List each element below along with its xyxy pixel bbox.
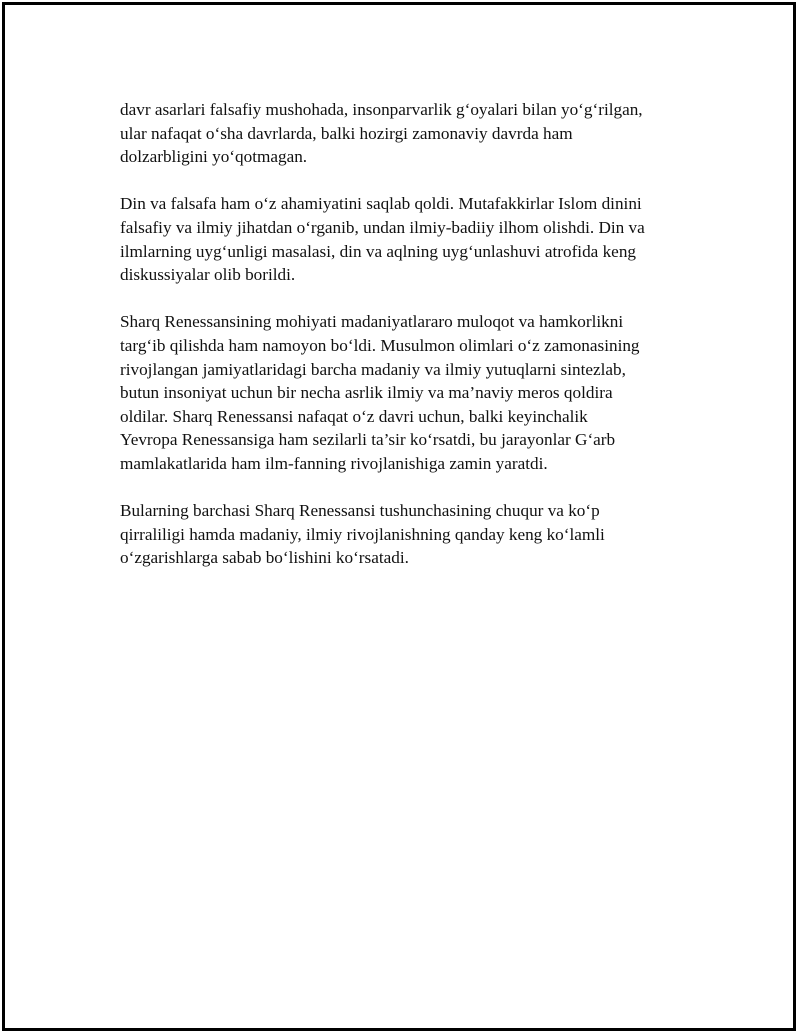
text-line: oldilar. Sharq Renessansi nafaqat o‘z davri uchun, balki keyinchalik — [120, 406, 588, 426]
paragraph-3 — [120, 310, 700, 475]
text-line: rivojlangan jamiyatlaridagi barcha madaniy va ilmiy yutuqlarni sintezlab, — [120, 359, 626, 379]
text-line: Din va falsafa ham o‘z ahamiyatini saqlab qoldi. Mutafakkirlar Islom dinini — [120, 194, 642, 214]
text-line: o‘zgarishlarga sabab bo‘lishini ko‘rsatadi. — [120, 548, 409, 568]
page-body — [120, 98, 700, 593]
text-line: Sharq Renessansining mohiyati madaniyatlararo muloqot va hamkorlikni — [120, 312, 624, 332]
page-frame — [2, 2, 796, 1031]
text-line: Bularning barchasi Sharq Renessansi tushunchasining chuqur va ko‘p — [120, 501, 600, 521]
text-line: ular nafaqat o‘sha davrlarda, balki hozirgi zamonaviy davrda ham — [120, 123, 573, 143]
text-line: dolzarbligini yo‘qotmagan. — [120, 147, 308, 167]
text-line: butun insoniyat uchun bir necha asrlik ilmiy va ma’naviy meros qoldira — [120, 383, 613, 403]
text-line: Yevropa Renessansiga ham sezilarli ta’sir ko‘rsatdi, bu jarayonlar G‘arb — [120, 430, 616, 450]
text-line: qirraliligi hamda madaniy, ilmiy rivojlanishning qanday keng ko‘lamli — [120, 524, 605, 544]
text-line: davr asarlari falsafiy mushohada, insonparvarlik g‘oyalari bilan yo‘g‘rilgan, — [120, 100, 643, 119]
text-line: targ‘ib qilishda ham namoyon bo‘ldi. Musulmon olimlari o‘z zamonasining — [120, 335, 640, 355]
text-line: ilmlarning uyg‘unligi masalasi, din va aqlning uyg‘unlashuvi atrofida keng — [120, 241, 637, 261]
text-line: falsafiy va ilmiy jihatdan o‘rganib, undan ilmiy-badiiy ilhom olishdi. Din va — [120, 217, 645, 237]
text-line: mamlakatlarida ham ilm-fanning rivojlanishiga zamin yaratdi. — [120, 453, 548, 473]
paragraph-2 — [120, 192, 700, 286]
paragraph-4 — [120, 499, 700, 570]
text-line: diskussiyalar olib borildi. — [120, 265, 296, 285]
paragraph-1 — [120, 98, 700, 169]
